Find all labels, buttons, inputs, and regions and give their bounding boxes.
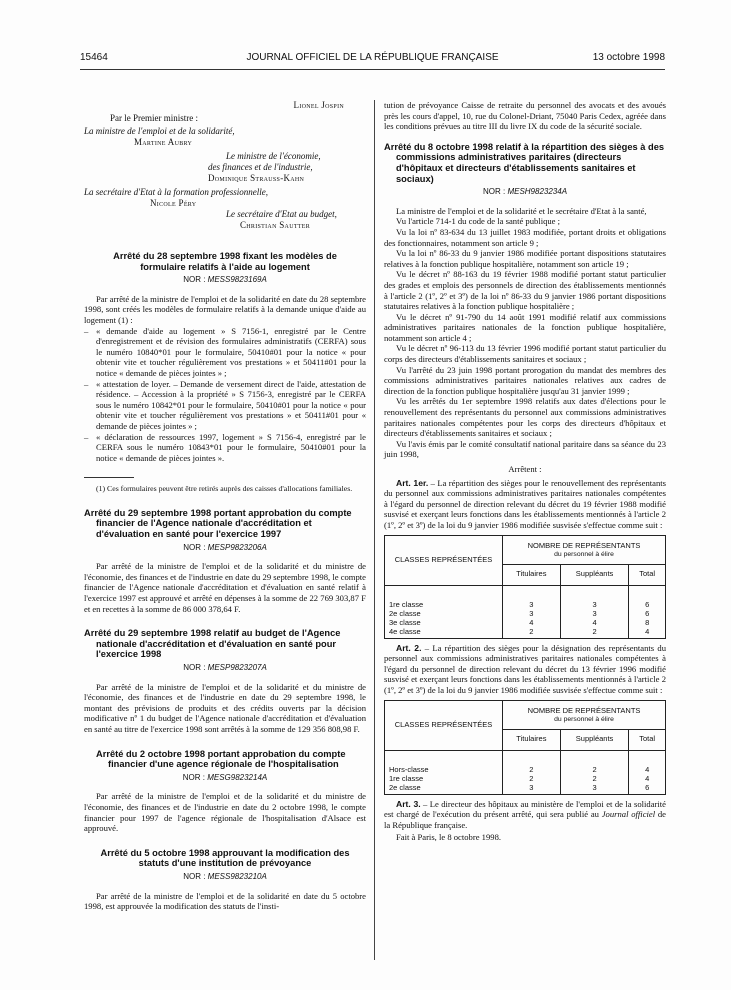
cell-total: 6: [645, 782, 650, 792]
cell-total: 8: [645, 617, 650, 627]
decree-3-nor: NOR : MESP9823207A: [183, 663, 267, 672]
signatory-3-name: Nicole Péry: [150, 198, 197, 208]
issue-date: 13 octobre 1998: [592, 52, 665, 63]
cell-titulaires: 3: [529, 782, 534, 792]
article-1: Art. 1er. – La répartition des sièges pour le renouvellement des représentants du personnel aux commissions administratives paritaires nationales compétentes à l'égard du personnel de direction relevant du décret du 19 février 1988 modifié susvisé et exerçant leurs fonctions dans les établissements mentionnés à l'article 2 (1º, 2º et 3º) de la loi du 9 janvier 1986 modifiée susvisée s'effectue comme suit :: [384, 477, 666, 530]
decree-4-nor: NOR : MESG9823214A: [182, 772, 268, 782]
decree-2-title: Arrêté du 29 septembre 1998 portant approbation du compte financier de l'Agence nationale d'accréditation et d'évaluation en santé pour l'exercice 1997: [84, 507, 352, 540]
visa: Vu les arrêtés du 1er septembre 1998 relatifs aux dates d'élections pour le renouvellement des représentants du personnel aux commissions administratives paritaires nationales compétentes pour les corps des directeurs d'hôpitaux et directeurs d'établissements sanitaires et sociaux ;: [384, 396, 666, 439]
closing-line: Fait à Paris, le 8 octobre 1998.: [396, 832, 502, 843]
row-label: 2e classe: [389, 608, 421, 618]
decree-5-body-continued: tution de prévoyance Caisse de retraite du personnel des avocats et des avoués près les cours d'appel, 10, rue du Colonel-Driant, 75040 Paris Cedex, agréée dans les conditions prévues au titre III du livre IX du code de la sécurité sociale.: [384, 100, 666, 132]
table-article-1: [384, 535, 666, 639]
visa: Vu l'arrêté du 23 juin 1998 portant prorogation du mandat des membres des commissions administratives paritaires nationales relatives aux cadres de direction de la fonction publique hospitalière jusqu'au 31 janvier 1999 ;: [384, 364, 666, 396]
list-item: – « attestation de loyer. – Demande de versement direct de l'aide, attestation de résidence. – Accession à la propriété » S 7156-3, enregistré par le CERFA sous le numéro 10842*01 pour le formulaire, 50410#01 pour la notice « pour obtenir vite et toucher régulièrement vos prestations » et 50411#01 pour « demande de pièces jointes » ;: [84, 379, 366, 432]
signatory-2-name: Dominique Strauss-Kahn: [208, 173, 305, 183]
table-article-2: [384, 700, 666, 795]
right-column: [384, 100, 666, 843]
decree-5-body: Par arrêté de la ministre de l'emploi et de la solidarité en date du 5 octobre 1998, est approuvée la modification des statuts de l'insti-: [84, 890, 366, 912]
decree-3: [84, 628, 366, 734]
col-header-titulaires: Titulaires: [503, 729, 561, 750]
signatory-1-title: La ministre de l'emploi et de la solidarité,: [84, 126, 235, 136]
decree-2-body: Par arrêté de la ministre de l'emploi et de la solidarité et du ministre de l'économie, des finances et de l'industrie en date du 29 septembre 1998, le compte financier de l'Agence nationale d'accréditation et d'évaluation en santé relatif à l'exercice 1997 est approuvé et arrêté en dépenses à la somme de 22 769 303,87 F et en recettes à la somme de 86 000 378,64 F.: [84, 561, 366, 614]
cell-titulaires: 3: [529, 599, 534, 609]
visa: Vu le décret nº 91-790 du 14 août 1991 modifié relatif aux commissions administratives paritaires nationales de la fonction publique hospitalière, notamment son article 4 ;: [384, 311, 666, 343]
col-header-suppleants: Suppléants: [560, 564, 629, 585]
decree-4: [84, 749, 366, 834]
col-header-classes: CLASSES REPRÉSENTÉES: [385, 700, 503, 750]
decree-4-body: Par arrêté de la ministre de l'emploi et de la solidarité et du ministre de l'économie, des finances et de l'industrie en date du 2 octobre 1998, le compte financier pour 1997 de l'agence régionale de l'hospitalisation d'Alsace est approuvé.: [84, 791, 366, 834]
table-row: [385, 585, 666, 638]
decree-5-nor: NOR : MESS9823210A: [183, 871, 267, 881]
row-label: 4e classe: [389, 626, 421, 636]
decree-1: [84, 251, 366, 494]
visa: Vu l'article 714-1 du code de la santé publique ;: [396, 216, 561, 227]
decree-6-nor: NOR : MESH9823234A: [482, 187, 568, 197]
cell-total: 4: [645, 764, 650, 774]
decree-5-title: Arrêté du 5 octobre 1998 approuvant la modification des statuts d'une institution de prévoyance: [100, 847, 350, 869]
row-label: 1re classe: [389, 773, 424, 783]
decree-1-list: [84, 326, 366, 464]
cell-titulaires: 2: [529, 626, 534, 636]
cell-suppleants: 4: [592, 617, 597, 627]
col-header-titulaires: Titulaires: [503, 564, 561, 585]
col-header-total: Total: [629, 564, 666, 585]
table-row: [385, 750, 666, 794]
visa: Vu le décret nº 88-163 du 19 février 1988 modifié portant statut particulier des grades et emplois des personnels de direction des établissements mentionnés à l'article 2 (1º, 2º et 3º) de la loi nº 86-33 du 9 janvier 1986 portant dispositions statutaires relatives à la fonction publique hospitalière ;: [384, 269, 666, 312]
cell-total: 6: [645, 608, 650, 618]
visa: Vu le décret nº 96-113 du 13 février 1996 modifié portant statut particulier du corps des directeurs d'établissements sanitaires et sociaux ;: [384, 343, 666, 365]
page-header: [80, 52, 665, 70]
page-number: 15464: [80, 52, 108, 63]
signatory-4-name: Christian Sautter: [240, 220, 311, 230]
decree-6-title: Arrêté du 8 octobre 1998 relatif à la répartition des sièges à des commissions administratives paritaires (directeurs d'hôpitaux et directeurs d'établissements sanitaires et sociaux): [384, 141, 665, 184]
article-3: Art. 3. – Le directeur des hôpitaux au ministère de l'emploi et de la solidarité est chargé de l'exécution du présent arrêté, qui sera publié au Journal officiel de la République française.: [384, 798, 666, 830]
decree-1-intro: Par arrêté de la ministre de l'emploi et de la solidarité en date du 28 septembre 1998, sont créés les modèles de formulaire relatifs à la demande unique d'aide au logement (1) :: [84, 293, 366, 325]
cell-total: 6: [645, 599, 650, 609]
decree-1-nor: NOR : MESS9823169A: [183, 275, 267, 285]
visa: Vu la loi nº 86-33 du 9 janvier 1986 modifiée portant dispositions statutaires relatives à la fonction publique hospitalière, notamment son article 19 ;: [384, 248, 666, 269]
cell-titulaires: 3: [529, 608, 534, 618]
cell-total: 4: [645, 626, 650, 636]
list-item: – « déclaration de ressources 1997, logement » S 7156-4, enregistré par le CERFA sous le numéro 10843*01 pour le formulaire, 50410#01 pour la notice « demande de pièces jointes ».: [84, 432, 366, 464]
column-divider: [374, 100, 375, 960]
signatory-pm: Lionel Jospin: [293, 100, 344, 110]
cell-total: 4: [645, 773, 650, 783]
footnote-rule: [84, 477, 134, 478]
col-header-classes: CLASSES REPRÉSENTÉES: [385, 535, 503, 585]
article-2: Art. 2. – La répartition des sièges pour la désignation des représentants du personnel aux commissions administratives paritaires nationales compétentes à l'égard du personnel de direction relevant du décret du 13 février 1996 modifié susvisé et exerçant leurs fonctions dans les établissements mentionnés à l'article 2 (1º, 2º et 3º) de la loi du 9 janvier 1986 modifiée susvisée s'effectue comme suit :: [384, 642, 666, 695]
cell-titulaires: 2: [529, 764, 534, 774]
cell-titulaires: 4: [529, 617, 534, 627]
col-header-suppleants: Suppléants: [560, 729, 629, 750]
list-item: – « demande d'aide au logement » S 7156-1, enregistré par le Centre d'enregistrement et de révision des formulaires administratifs (CERFA) sous le numéro 10840*01 pour le formulaire, 50410#01 pour la notice « pour obtenir vite et toucher régulièrement vos prestations » et 50411#01 pour la notice « demande de pièces jointes » ;: [84, 326, 366, 379]
col-header-total: Total: [629, 729, 666, 750]
row-label: 2e classe: [389, 782, 421, 792]
pm-intro: Par le Premier ministre :: [110, 113, 198, 123]
visa: Vu la loi nº 83-634 du 13 juillet 1983 modifiée, portant droits et obligations des fonctionnaires, notamment son article 9 ;: [384, 226, 666, 248]
decree-4-title: Arrêté du 2 octobre 1998 portant approbation du compte financier d'une agence régionale de l'hospitalisation: [96, 748, 346, 770]
decree-1-footnote: (1) Ces formulaires peuvent être retirés auprès des caisses d'allocations familiales.: [96, 484, 353, 494]
cell-suppleants: 3: [592, 599, 597, 609]
signatory-3-title: La secrétaire d'Etat à la formation professionnelle,: [84, 187, 268, 197]
decree-3-title: Arrêté du 29 septembre 1998 relatif au budget de l'Agence nationale d'accréditation et d'évaluation en santé pour l'exercice 1998: [84, 628, 341, 660]
row-label: 1re classe: [389, 599, 424, 609]
signatures-block: [84, 100, 366, 231]
cell-suppleants: 2: [592, 773, 597, 783]
signatory-2-title-2: des finances et de l'industrie,: [208, 162, 313, 172]
cell-suppleants: 2: [592, 626, 597, 636]
decree-2: [84, 508, 366, 614]
header-rule: [80, 69, 665, 70]
cell-suppleants: 3: [592, 608, 597, 618]
decree-2-nor: NOR : MESP9823206A: [183, 542, 267, 552]
signatory-1-name: Martine Aubry: [134, 137, 193, 147]
signatory-2-title-1: Le ministre de l'économie,: [226, 151, 321, 161]
decree-3-body: Par arrêté de la ministre de l'emploi et de la solidarité et du ministre de l'économie, des finances et de l'industrie en date du 29 septembre 1998, le montant des prévisions de produits et des crédits ouverts par la décision modificative nº 1 du budget de l'Agence nationale d'accréditation et d'évaluation en santé au titre de l'exercice 1998 sont arrêtés à la somme de 129 356 808,98 F.: [84, 681, 366, 734]
cell-titulaires: 2: [529, 773, 534, 783]
decree-1-title: Arrêté du 28 septembre 1998 fixant les modèles de formulaire relatifs à l'aide au logement: [113, 251, 337, 272]
cell-suppleants: 2: [592, 764, 597, 774]
row-label: 3e classe: [389, 617, 421, 627]
left-column: [84, 100, 366, 912]
cell-suppleants: 3: [592, 782, 597, 792]
visa: Vu l'avis émis par le comité consultatif national paritaire dans sa séance du 23 juin 1998,: [384, 438, 666, 460]
decree-6: [384, 142, 666, 843]
decree-6-intro: La ministre de l'emploi et de la solidarité et le secrétaire d'Etat à la santé,: [396, 205, 647, 216]
arretent-heading: Arrêtent :: [508, 464, 542, 474]
col-header-group: NOMBRE DE REPRÉSENTANTS du personnel à élire: [503, 535, 666, 564]
decree-5: [84, 848, 366, 912]
signatory-4-title: Le secrétaire d'Etat au budget,: [226, 209, 337, 219]
row-label: Hors-classe: [389, 764, 429, 774]
col-header-group: NOMBRE DE REPRÉSENTANTS du personnel à élire: [503, 700, 666, 729]
journal-title: JOURNAL OFFICIEL DE LA RÉPUBLIQUE FRANÇAISE: [246, 52, 499, 63]
